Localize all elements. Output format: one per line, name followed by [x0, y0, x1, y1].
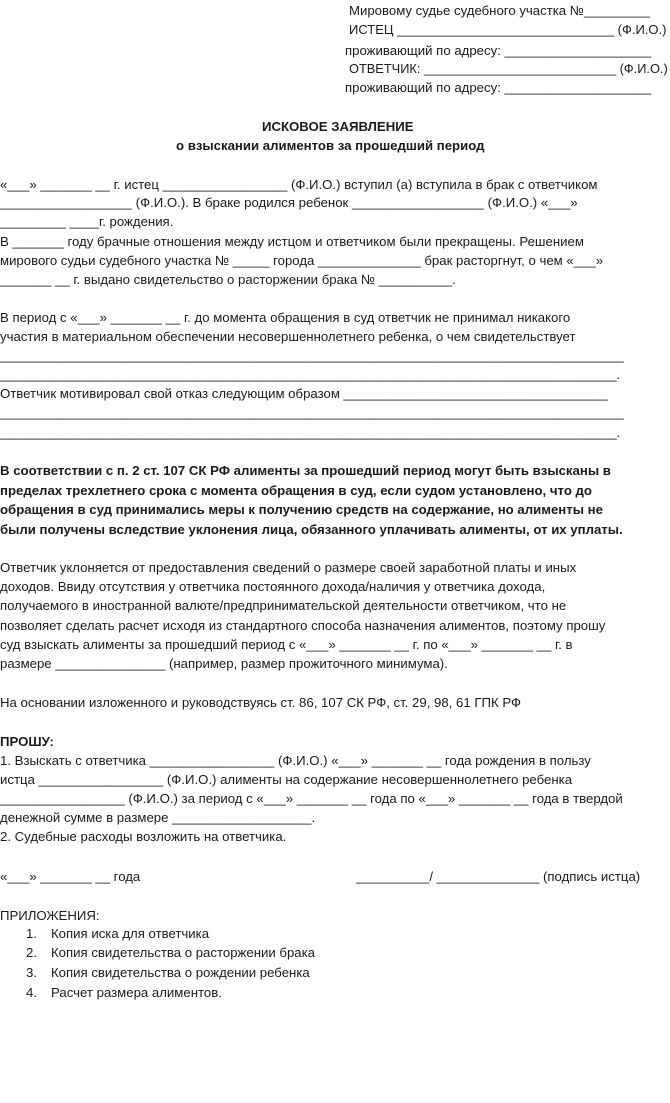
paragraph-line: В период с «___» _______ __ г. до момента обращения в суд ответчик не принимал никакого	[0, 310, 571, 325]
paragraph-line: _________ ____г. рождения.	[0, 214, 174, 229]
defendant-line: ОТВЕТЧИК: ___________________________ (Ф.И.О.)	[349, 61, 668, 76]
attachment-number: 3.	[26, 965, 37, 980]
paragraph-line: В _______ году брачные отношения между истцом и ответчиком были прекращены. Решением	[0, 234, 584, 249]
request-line: 2. Судебные расходы возложить на ответчика.	[0, 829, 287, 844]
signature-date: «___» _______ __ года	[0, 869, 141, 884]
paragraph-line: размере _______________ (например, размер прожиточного минимума).	[0, 656, 448, 671]
attachments-heading: ПРИЛОЖЕНИЯ:	[0, 908, 100, 923]
paragraph-line: __________________ (Ф.И.О.). В браке родился ребенок __________________ (Ф.И.О.) «___»	[0, 195, 578, 210]
signature-field: __________/ ______________ (подпись истца)	[356, 869, 641, 884]
attachment-item: Копия свидетельства о расторжении брака	[51, 945, 316, 960]
attachment-item: Расчет размера алиментов.	[51, 985, 222, 1000]
paragraph-line: _______ __ г. выдано свидетельство о расторжении брака № __________.	[0, 272, 456, 287]
attachment-item: Копия иска для ответчика	[51, 926, 210, 941]
paragraph-line: На основании изложенного и руководствуясь ст. 86, 107 СК РФ, ст. 29, 98, 61 ГПК РФ	[0, 695, 522, 710]
attachment-item: Копия свидетельства о рождении ребенка	[51, 965, 310, 980]
plaintiff-address-line: проживающий по адресу: ____________________	[345, 43, 652, 58]
paragraph-line: позволяет сделать расчет исходя из стандартного способа назначения алиментов, поэтому прошу	[0, 618, 606, 633]
request-line: истца _________________ (Ф.И.О.) алименты на содержание несовершеннолетнего ребенка	[0, 772, 573, 787]
legal-basis-line: обращения в суд принимались меры к получению средств на содержание, но алименты не	[0, 502, 603, 517]
legal-basis-line: В соответствии с п. 2 ст. 107 СК РФ алименты за прошедший период могут быть взысканы в	[0, 463, 611, 478]
plaintiff-line: ИСТЕЦ ______________________________ (Ф.И.О.)	[349, 22, 667, 37]
blank-line: _______________________________________________________________________________________.	[0, 425, 620, 440]
request-line: _________________ (Ф.И.О.) за период с «___» _______ __ года по «___» _______ __ года в твердой	[0, 791, 623, 806]
paragraph-line: «___» _______ __ г. истец _________________ (Ф.И.О.) вступил (а) вступила в брак с ответчиком	[0, 177, 598, 192]
paragraph-line: получаемого в иностранной валюте/предпринимательской деятельности ответчиком, что не	[0, 598, 567, 613]
paragraph-line: суд взыскать алименты за прошедший период с «___» _______ __ г. по «___» _______ __ г. в	[0, 637, 573, 652]
attachment-number: 2.	[26, 945, 37, 960]
blank-line: _______________________________________________________________________________________.	[0, 367, 620, 382]
paragraph-line: мирового судьи судебного участка № _____ города ______________ брак расторгнут, о чем «___»	[0, 253, 604, 268]
attachment-number: 1.	[26, 926, 37, 941]
request-line: денежной сумме в размере ___________________.	[0, 810, 316, 825]
request-heading: ПРОШУ:	[0, 734, 54, 749]
legal-basis-line: были получены вследствие уклонения лица, обязанного уплачивать алименты, от их уплаты.	[0, 522, 623, 537]
paragraph-line: Ответчик мотивировал свой отказ следующим образом ____________________________________	[0, 386, 608, 401]
attachment-number: 4.	[26, 985, 37, 1000]
legal-basis-line: пределах трехлетнего срока с момента обращения в суд, если судом установлено, что до	[0, 483, 592, 498]
document-title: ИСКОВОЕ ЗАЯВЛЕНИЕ	[262, 119, 414, 134]
court-line: Мировому судье судебного участка №_________	[349, 3, 650, 18]
blank-line: ________________________________________________________________________________________	[0, 405, 624, 420]
blank-line: ________________________________________________________________________________________	[0, 348, 624, 363]
paragraph-line: участия в материальном обеспечении несовершеннолетнего ребенка, о чем свидетельствует	[0, 329, 576, 344]
defendant-address-line: проживающий по адресу: ____________________	[345, 80, 652, 95]
paragraph-line: Ответчик уклоняется от предоставления сведений о размере своей заработной платы и иных	[0, 560, 577, 575]
paragraph-line: доходов. Ввиду отсутствия у ответчика постоянного дохода/наличия у ответчика дохода,	[0, 579, 546, 594]
request-line: 1. Взыскать с ответчика _________________ (Ф.И.О.) «___» _______ __ года рождения в пользу	[0, 753, 591, 768]
document-subtitle: о взыскании алиментов за прошедший период	[176, 138, 485, 153]
